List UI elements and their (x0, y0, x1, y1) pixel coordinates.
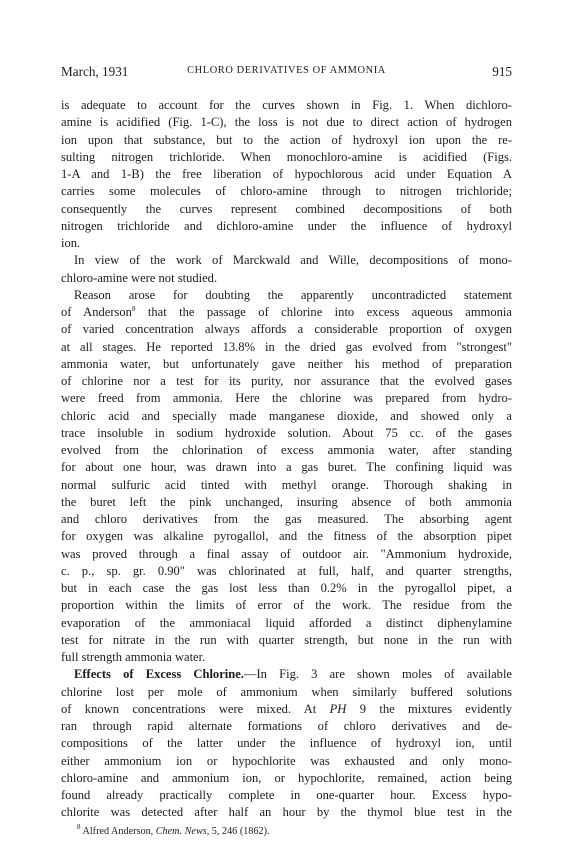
text-line: ion. (61, 236, 81, 250)
text-line: was proved through a final assay of outdoor air. "Ammonium hydroxide, (61, 546, 512, 561)
text-line: nitrogen trichloride and dichloro-amine under the influence of hydroxyl (61, 218, 512, 233)
text-line: but in each case the gas lost less than 0.2% in the pyrogallol pipet, a (61, 581, 512, 595)
text-line: compositions of the latter under the influence of hydroxyl ion, until (61, 736, 512, 751)
footnote-author: Alfred Anderson, (80, 826, 156, 837)
text-line: the buret left the pink unchanged, insuring absence of both ammonia (61, 494, 512, 509)
text-line: full strength ammonia water. (61, 650, 206, 664)
text-line: for about one hour, was drawn into a gas buret. The confining liquid was (61, 460, 512, 475)
text-line: sulting nitrogen trichloride. When monochloro-amine is acidified (Figs. (61, 149, 512, 164)
text-line: evaporation of the ammoniacal liquid afforded a distinct diphenylamine (61, 615, 512, 630)
inline-text: 9 the mixtures evidently (346, 701, 512, 716)
running-head (61, 64, 512, 80)
footnote (77, 823, 270, 837)
text-line: chloric acid and specially made manganese dioxide, and showed only a (61, 408, 512, 423)
text-line: carries some molecules of chloro-amine through to nitrogen trichloride; (61, 184, 512, 199)
text-line: chloro-amine and ammonium ion, or hypochlorite, remained, action being (61, 770, 512, 785)
text-line-ph (61, 701, 512, 718)
text-line: proportion within the limits of error of the work. The residue from the (61, 598, 512, 613)
text-line: ion upon that substance, but to the action of hydroxyl ion upon the re- (61, 132, 512, 147)
text-line: at all stages. He reported 13.8% in the dried gas evolved from "strongest" (61, 339, 512, 354)
inline-text: of known concentrations were mixed. At (61, 701, 330, 716)
text-line: is adequate to account for the curves shown in Fig. 1. When dichloro- (61, 98, 512, 112)
text-line: were freed from ammonia. Here the chlorine was prepared from hydro- (61, 391, 512, 406)
section-heading: Effects of Excess Chlorine. (74, 667, 244, 682)
inline-text: that the passage of chlorine into excess aqueous ammonia (135, 305, 512, 319)
text-line: 1-A and 1-B) the free liberation of hypochlorous acid under Equation A (61, 167, 512, 181)
text-line: for oxygen was alkaline pyrogallol, and the fitness of the absorption pipet (61, 529, 512, 544)
text-line: chlorine lost per mole of ammonium when similarly buffered solutions (61, 684, 512, 699)
text-line: normal sulfuric acid tinted with methyl orange. Thorough shaking in (61, 477, 512, 492)
inline-text: —In Fig. 3 are shown moles of available (243, 667, 513, 682)
text-line: trace insoluble in sodium hydroxide solution. About 75 cc. of the gases (61, 425, 512, 440)
text-line: ran through rapid alternate formations of chloro derivatives and de- (61, 719, 512, 733)
text-line: consequently the curves represent combined decompositions of both (61, 201, 512, 216)
text-line: ammonia water, but unfortunately gave neither his method of preparation (61, 356, 512, 371)
inline-text: of Anderson (61, 305, 132, 319)
text-line: evolved from the chlorination of excess ammonia water, after standing (61, 443, 512, 457)
text-line: In view of the work of Marckwald and Wille, decompositions of mono- (74, 253, 512, 268)
ph-symbol: PH (329, 701, 347, 716)
footnote-citation: 5, 246 (1862). (209, 826, 270, 837)
page-number: 915 (492, 64, 512, 79)
text-line: test for nitrate in the run with quarter strength, but none in the run with (61, 632, 512, 647)
footnote-marker: 8 (77, 823, 81, 831)
text-line: chlorite was detected after half an hour by the thymol blue test in the (61, 805, 512, 820)
footnote-journal: Chem. News, (155, 826, 210, 837)
text-line-anderson (61, 304, 512, 321)
text-line: amine is acidified (Fig. 1-C), the loss is not due to direct action of hydrogen (61, 115, 512, 130)
header-date: March, 1931 (61, 64, 129, 79)
footnote-ref: 8 (131, 305, 136, 313)
text-line: and chloro derivatives from the gas measured. The absorbing agent (61, 512, 512, 526)
text-line: of varied concentration always affords a considerable proportion of oxygen (61, 322, 512, 337)
text-line: of chlorine nor a test for its purity, nor assurance that the evolved gases (61, 374, 512, 388)
text-line: either ammonium ion or hypochlorite was exhausted and only mono- (61, 753, 512, 768)
section-heading-line (61, 666, 512, 683)
text-line: found already practically complete in one-quarter hour. Excess hypo- (61, 788, 512, 802)
text-line: chloro-amine were not studied. (61, 270, 218, 285)
text-line: Reason arose for doubting the apparently uncontradicted statement (74, 287, 512, 302)
text-line: c. p., sp. gr. 0.90" was chlorinated at full, half, and quarter strengths, (61, 563, 512, 578)
body-text (61, 97, 512, 822)
header-title: CHLORO DERIVATIVES OF AMMONIA (187, 65, 386, 76)
